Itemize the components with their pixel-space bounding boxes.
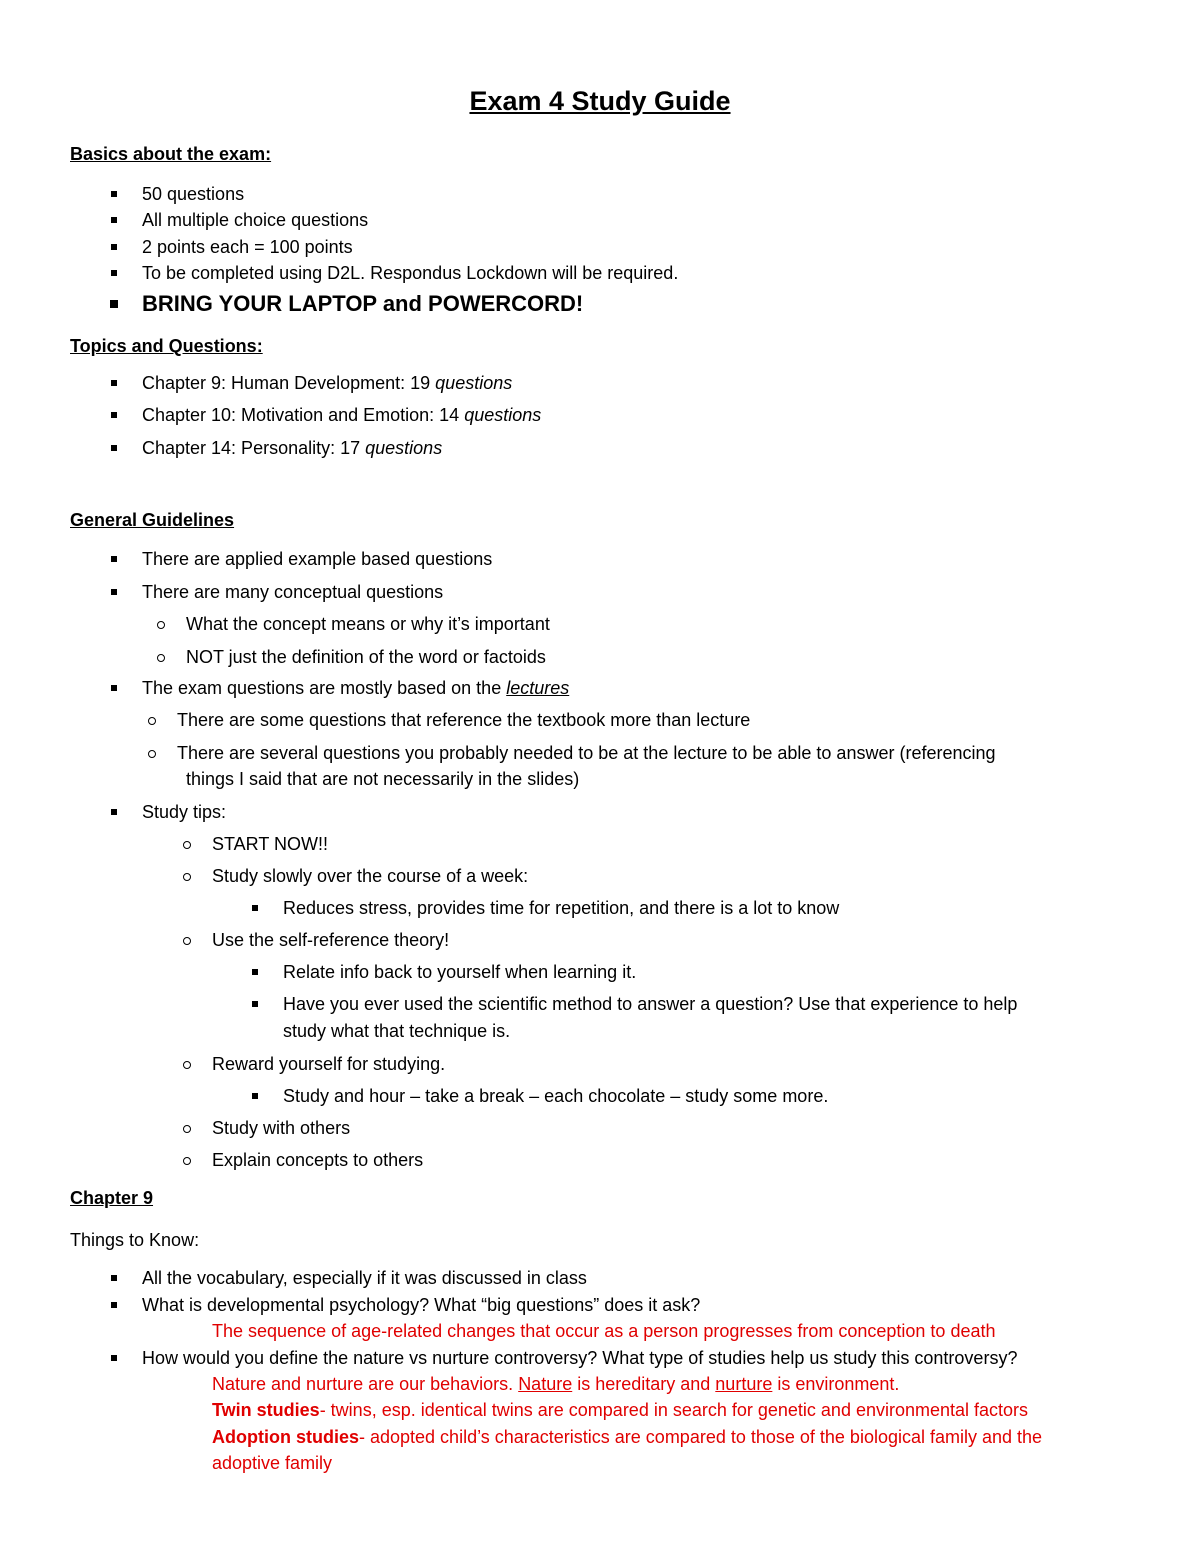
laptop-reminder: BRING YOUR LAPTOP and POWERCORD! xyxy=(142,291,584,316)
study-tip: Use the self-reference theory! xyxy=(212,930,450,950)
topic-label: Chapter 10: Motivation and Emotion: 14 xyxy=(142,405,465,425)
list-item: 2 points each = 100 points xyxy=(142,237,353,257)
guideline-item: There are applied example based questions xyxy=(142,549,493,569)
things-to-know-label: Things to Know: xyxy=(70,1230,200,1250)
topic-item xyxy=(142,371,512,395)
topic-item xyxy=(142,403,541,427)
study-tip: Explain concepts to others xyxy=(212,1150,424,1170)
chapter9-heading: Chapter 9 xyxy=(70,1188,154,1208)
answer-fragment: - twins, esp. identical twins are compared in search for genetic and environmental factors xyxy=(319,1400,1029,1420)
topic-label: Chapter 14: Personality: 17 xyxy=(142,438,366,458)
answer-text xyxy=(212,1398,1028,1422)
nature-term: Nature xyxy=(518,1374,573,1394)
study-tip: Study with others xyxy=(212,1118,351,1138)
guideline-subitem: NOT just the definition of the word or factoids xyxy=(186,647,546,667)
twin-studies-term: Twin studies xyxy=(212,1400,320,1420)
guideline-text: The exam questions are mostly based on the xyxy=(142,678,507,698)
guideline-subitem-continued: things I said that are not necessarily in the slides) xyxy=(186,769,580,789)
answer-fragment: is hereditary and xyxy=(572,1374,716,1394)
topic-suffix: questions xyxy=(365,438,443,458)
study-tip: Reward yourself for studying. xyxy=(212,1054,446,1074)
nurture-term: nurture xyxy=(715,1374,773,1394)
question-item: How would you define the nature vs nurture controversy? What type of studies help us study this controversy? xyxy=(142,1348,1018,1368)
topics-heading: Topics and Questions: xyxy=(70,336,263,356)
list-item: All multiple choice questions xyxy=(142,210,369,230)
guideline-item: There are many conceptual questions xyxy=(142,582,444,602)
study-tip: START NOW!! xyxy=(212,834,329,854)
basics-heading: Basics about the exam: xyxy=(70,144,272,164)
study-tip: Study slowly over the course of a week: xyxy=(212,866,529,886)
topic-suffix: questions xyxy=(435,373,513,393)
guideline-item: Study tips: xyxy=(142,802,227,822)
study-tip-detail: Relate info back to yourself when learning it. xyxy=(283,962,637,982)
lectures-emphasis: lectures xyxy=(506,678,570,698)
topic-label: Chapter 9: Human Development: 19 xyxy=(142,373,436,393)
guideline-subitem: What the concept means or why it’s important xyxy=(186,614,550,634)
guideline-subitem: There are several questions you probably needed to be at the lecture to be able to answer (referencing xyxy=(177,743,996,763)
page-title: Exam 4 Study Guide xyxy=(469,86,731,116)
list-item: 50 questions xyxy=(142,184,245,204)
guideline-item xyxy=(142,676,569,700)
topic-item xyxy=(142,436,442,460)
topic-suffix: questions xyxy=(464,405,542,425)
study-tip-detail: Reduces stress, provides time for repetition, and there is a lot to know xyxy=(283,898,840,918)
guidelines-heading: General Guidelines xyxy=(70,510,235,530)
question-item: All the vocabulary, especially if it was discussed in class xyxy=(142,1268,587,1288)
adoption-studies-term: Adoption studies xyxy=(212,1427,359,1447)
question-item: What is developmental psychology? What “big questions” does it ask? xyxy=(142,1295,701,1315)
answer-text: The sequence of age-related changes that occur as a person progresses from conception to death xyxy=(212,1321,996,1341)
study-tip-detail: Study and hour – take a break – each chocolate – study some more. xyxy=(283,1086,829,1106)
answer-fragment: - adopted child’s characteristics are compared to those of the biological family and the xyxy=(359,1427,1043,1447)
answer-fragment: is environment. xyxy=(772,1374,900,1394)
guideline-subitem: There are some questions that reference the textbook more than lecture xyxy=(177,710,751,730)
answer-text xyxy=(212,1372,899,1396)
answer-text-continued: adoptive family xyxy=(212,1453,333,1473)
study-tip-detail: Have you ever used the scientific method to answer a question? Use that experience to help xyxy=(283,994,1018,1014)
list-item: To be completed using D2L. Respondus Lockdown will be required. xyxy=(142,263,679,283)
answer-fragment: Nature and nurture are our behaviors. xyxy=(212,1374,519,1394)
answer-text xyxy=(212,1425,1042,1449)
study-tip-detail-continued: study what that technique is. xyxy=(283,1021,511,1041)
